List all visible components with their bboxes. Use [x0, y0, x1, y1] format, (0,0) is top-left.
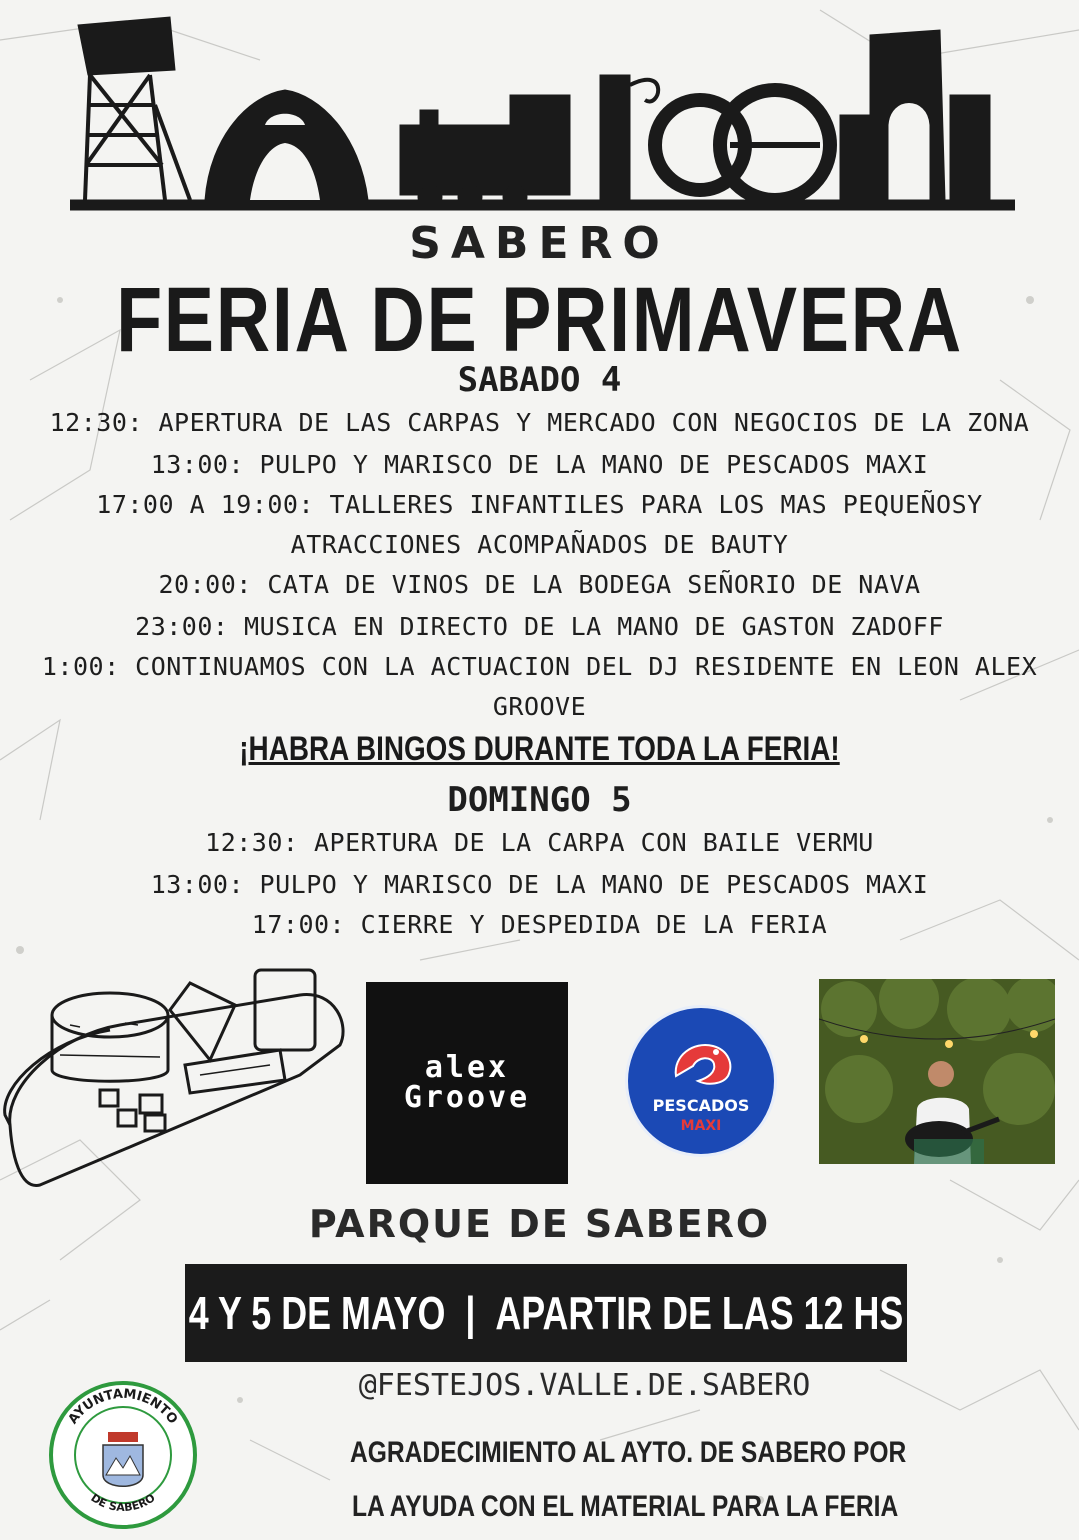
pescados-logo-line2: MAXI — [680, 1118, 722, 1134]
sabero-skyline-illustration — [70, 15, 1015, 215]
schedule-item: 12:30: APERTURA DE LAS CARPAS Y MERCADO CON NEGOCIOS DE LA ZONA — [49, 408, 1030, 437]
thanks-line1: AGRADECIMIENTO AL AYTO. DE SABERO POR — [350, 1436, 907, 1469]
venue-name: PARQUE DE SABERO — [308, 1202, 771, 1246]
page-title: FERIA DE PRIMAVERA — [116, 269, 963, 371]
banner-dates: 4 Y 5 DE MAYO — [188, 1287, 446, 1339]
alex-groove-logo — [366, 982, 568, 1184]
schedule-item: GROOVE — [492, 692, 587, 721]
musician-photo — [819, 979, 1055, 1164]
pescados-maxi-logo — [625, 1005, 777, 1157]
schedule-item: 23:00: MUSICA EN DIRECTO DE LA MANO DE GASTON ZADOFF — [135, 612, 944, 641]
schedule-item: ATRACCIONES ACOMPAÑADOS DE BAUTY — [290, 530, 789, 559]
alex-logo-line1: alex — [424, 1050, 510, 1085]
banner-time: APARTIR DE LAS 12 HS — [495, 1287, 904, 1339]
date-banner: 4 Y 5 DE MAYO | APARTIR DE LAS 12 HS — [185, 1264, 907, 1362]
town-name: SABERO — [409, 218, 670, 269]
cheese-board-illustration — [0, 965, 350, 1195]
schedule-item: 12:30: APERTURA DE LA CARPA CON BAILE VERMU — [205, 828, 874, 857]
schedule-item: 1:00: CONTINUAMOS CON LA ACTUACION DEL DJ RESIDENTE EN LEON ALEX — [41, 652, 1038, 681]
sunday-title: DOMINGO 5 — [447, 780, 632, 820]
ayuntamiento-seal — [48, 1380, 198, 1530]
seal-bottom-text: DE SABERO — [88, 1491, 158, 1515]
alex-logo-line2: Groove — [403, 1080, 531, 1115]
saturday-title: SABADO 4 — [457, 360, 622, 400]
pescados-logo-line1: PESCADOS — [652, 1096, 750, 1115]
schedule-item: 13:00: PULPO Y MARISCO DE LA MANO DE PESCADOS MAXI — [150, 450, 929, 479]
schedule-item: 20:00: CATA DE VINOS DE LA BODEGA SEÑORIO DE NAVA — [158, 570, 921, 599]
seal-top-text: AYUNTAMIENTO — [65, 1386, 181, 1428]
schedule-item: 17:00: CIERRE Y DESPEDIDA DE LA FERIA — [251, 910, 828, 939]
bingo-notice: ¡HABRA BINGOS DURANTE TODA LA FERIA! — [239, 730, 840, 768]
schedule-item: 17:00 A 19:00: TALLERES INFANTILES PARA LOS MAS PEQUEÑOSY — [96, 490, 983, 519]
thanks-line2: LA AYUDA CON EL MATERIAL PARA LA FERIA — [352, 1490, 899, 1523]
social-handle: @FESTEJOS.VALLE.DE.SABERO — [358, 1368, 811, 1403]
shrimp-icon — [668, 1036, 738, 1091]
schedule-item: 13:00: PULPO Y MARISCO DE LA MANO DE PESCADOS MAXI — [150, 870, 929, 899]
